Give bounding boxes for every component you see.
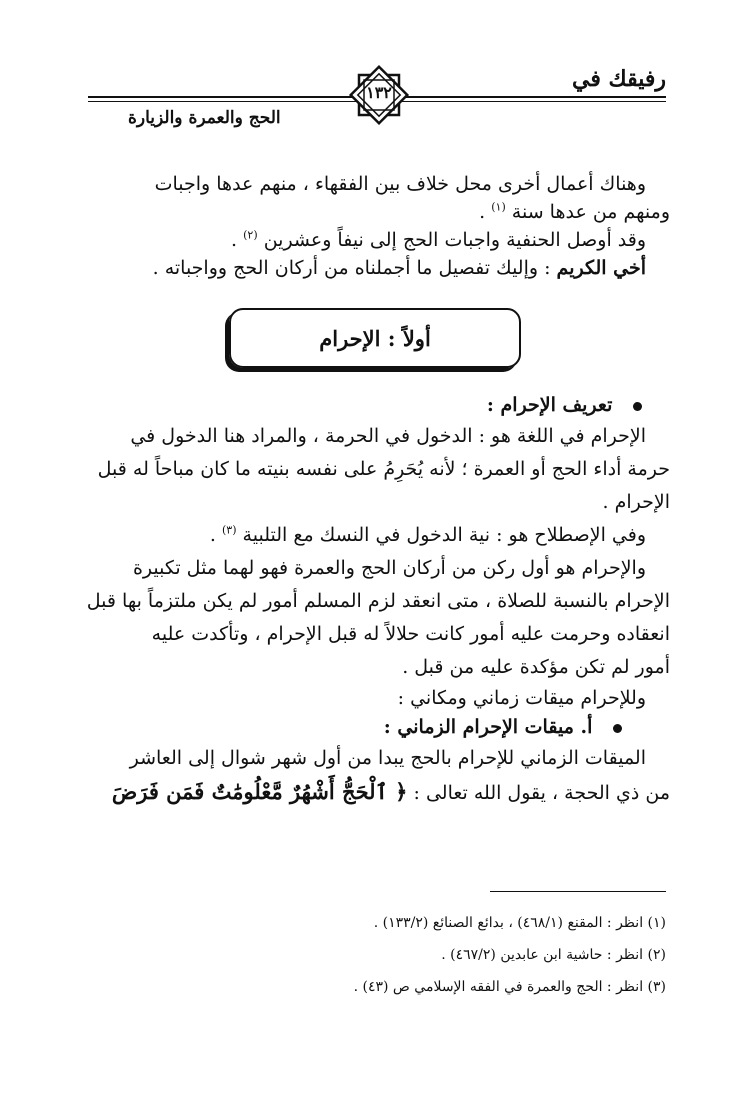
bullet-icon (613, 724, 622, 733)
footnote-separator (490, 891, 666, 892)
temporal-line-1: الميقات الزماني للإحرام بالحج يبدا من أول شهر شوال إلى العاشر (129, 747, 646, 769)
bullet-icon (633, 402, 642, 411)
quran-verse: ﴿ ٱلْحَجُّ أَشْهُرٌ مَّعْلُومَٰتٌ فَمَن فَرَضَ (111, 779, 408, 804)
temporal-line-2-text: من ذي الحجة ، يقول الله تعالى : (413, 782, 670, 804)
book-title: رفيقك في (562, 66, 666, 92)
section-title: أولاً : الإحرام (319, 325, 431, 351)
book-subtitle: الحج والعمرة والزيارة (128, 108, 281, 128)
intro-line-1: وهناك أعمال أخرى محل خلاف بين الفقهاء ، منهم عدها واجبات (154, 173, 646, 195)
temporal-heading (80, 712, 670, 742)
definition-line-2: حرمة أداء الحج أو العمرة ؛ لأنه يُحَرِمُ على نفسه بنيته ما كان مباحاً له قبل (97, 458, 670, 480)
intro-line-3: وقد أوصل الحنفية واجبات الحج إلى نيفاً وعشرين $^{(٢)}$ . (231, 228, 646, 251)
footnote-mark-2: (٢) (243, 228, 258, 242)
page-body (80, 170, 670, 808)
page-number: ١٣٢ (366, 83, 392, 102)
definition-line-4: وفي الإصطلاح هو : نية الدخول في النسك مع التلبية $^{(٣)}$ . (209, 523, 646, 546)
running-header (88, 62, 666, 130)
ihram-line-2: الإحرام بالنسبة للصلاة ، متى انعقد لزم المسلم أمور لم يكن ملتزماً بها قبل (86, 590, 670, 612)
definition-line-3: الإحرام . (602, 491, 670, 513)
address-bold: أخي الكريم (556, 257, 646, 279)
footnote-1: (١) انظر : المقنع (٤٦٨/١) ، بدائع الصنائع (١٣٣/٢) . (373, 915, 666, 931)
address-rest: : وإليك تفصيل ما أجملناه من أركان الحج وواجباته . (152, 257, 551, 279)
ihram-line-4: أمور لم تكن مؤكدة عليه من قبل . (402, 656, 670, 678)
intro-line-2-text: ومنهم من عدها سنة (511, 201, 670, 223)
address-line (80, 254, 670, 282)
section-title-box (229, 308, 521, 368)
footnote-mark-3: (٣) (221, 523, 237, 537)
temporal-line-2 (80, 775, 670, 808)
intro-line-3-text: وقد أوصل الحنفية واجبات الحج إلى نيفاً وعشرين (263, 229, 646, 251)
definition-line-1: الإحرام في اللغة هو : الدخول في الحرمة ، والمراد هنا الدخول في (130, 425, 646, 447)
definition-heading-text: تعريف الإحرام : (486, 394, 613, 416)
page-number-emblem (346, 62, 412, 128)
footnote-3: (٣) انظر : الحج والعمرة في الفقه الإسلامي ص (٤٣) . (353, 979, 666, 995)
temporal-heading-text: أ. ميقات الإحرام الزماني : (383, 716, 593, 738)
ihram-line-3: انعقاده وحرمت عليه أمور كانت حلالاً له قبل الإحرام ، وتأكدت عليه (151, 623, 670, 645)
footnotes (86, 914, 666, 1010)
definition-line-4-text: وفي الإصطلاح هو : نية الدخول في النسك مع التلبية (242, 524, 646, 546)
ihram-line-1: والإحرام هو أول ركن من أركان الحج والعمرة فهو لهما مثل تكبيرة (132, 557, 646, 579)
definition-heading (80, 390, 670, 420)
footnote-mark-1: (١) (491, 200, 506, 214)
ihram-line-5: وللإحرام ميقات زماني ومكاني : (397, 687, 646, 709)
intro-line-2: ومنهم من عدها سنة $^{(١)}$ . (479, 200, 670, 223)
footnote-2: (٢) انظر : حاشية ابن عابدين (٤٦٧/٢) . (441, 947, 666, 963)
